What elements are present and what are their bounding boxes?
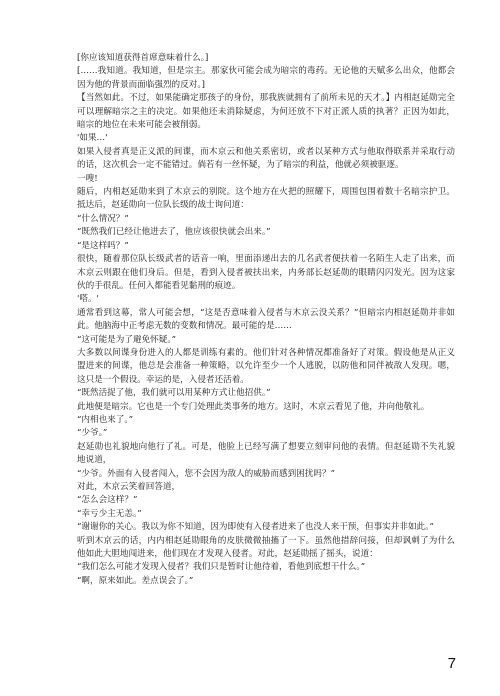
paragraph: 随后，内相赵延勋来到了木京云的别院。这个地方在火把的照耀下，周围包围着数十名暗宗护卫。抵达后，赵延勋向一位队长级的战士询问道： [77, 187, 455, 211]
paragraph: “是这样吗？” [77, 240, 129, 251]
paragraph: “这可能是为了避免怀疑。” [77, 334, 177, 345]
paragraph: “少爷。外面有入侵者闯入，您不会因为敌人的威胁而感到困扰吗？” [77, 468, 336, 479]
paragraph: [你应该知道获得首席意味着什么。] [77, 53, 209, 63]
paragraph: 通常看到这幕，常人可能会想，“这是否意味着入侵者与木京云没关系？”但暗宗内相赵延勋并非如此。他脑海中正考虑无数的变数和情况。最可能的是…… [77, 307, 455, 332]
paragraph: 大多数以间谍身份进入的人都是训练有素的。他们针对各种情况都准备好了对策。假设他是从正义盟进来的间谍，他总是会准备一种策略，以允许至少一个人逃脱，以防他和同伴被敌人发现。嗯，这只是一个假设。幸运的是，入侵者还活着。 [77, 347, 455, 385]
paragraph: “内相也来了。” [77, 414, 134, 425]
paragraph: “什么情况？” [77, 213, 129, 224]
paragraph: 很快，随着那位队长级武者的话音一响，里面添递出去的几名武者便扶着一名陌生人走了出来，而木京云则跟在他们身后。但是，看到入侵者被扶出来，内务部长赵延勋的眼睛闪闪发光。因为这家伙的手很乱。任何入都能看见黏刑的痕迹。 [77, 254, 455, 291]
paragraph: “少爷。” [77, 428, 108, 439]
paragraph: 如果入侵者真是正义派的间谍，而木京云和他关系密切，或者以某种方式与他取得联系并采取行动的话，这次机会一定不能错过。倘若有一丝怀疑，为了暗宗的利益，他就必须被驱逐。 [77, 146, 455, 171]
paragraph: 此地便是暗宗。它也是一个专门处理此类事务的地方。这时，木京云看见了他，并向他敬礼。 [77, 401, 430, 412]
paragraph: “既然活捉了他，我们就可以用某种方式让他招供。” [77, 388, 271, 399]
paragraph: 一嗖! [77, 173, 98, 184]
paragraph: “谢谢你的关心。我以为你不知道，因为即使有入侵者进来了也没人来干预，但事实并非如此。” [77, 522, 434, 533]
paragraph: “幸亏少主无恙。” [77, 508, 142, 519]
paragraph: “我们怎么可能才发现入侵者？我们只是暂时让他待着，看他到底想干什么。” [77, 562, 366, 573]
paragraph: 听到木京云的话，内内相赵延勋眼角的皮肤微微抽搐了一下。虽然他措辞问接，但却讽刺了为什么他如此大胆地闯进来，他们现在才发现入侵者。对此，赵延勋摇了摇头，说道： [77, 535, 455, 560]
document-body [77, 52, 455, 588]
paragraph: 【当然如此。不过，如果能确定那孩子的身份，那我族就拥有了前所未见的天才。】内相赵延勋完全可以理解暗宗之主的决定。如果他还未消除疑虑，为何还放不下对正派人质的执著？正因为如此，暗宗的地位在未来可能会被削弱。 [77, 93, 455, 131]
paragraph: '嗒。' [77, 294, 99, 305]
paragraph: “啊，原来如此。差点误会了。” [77, 575, 194, 586]
paragraph: “怎么会这样？” [77, 495, 138, 506]
page-number: 7 [447, 655, 456, 672]
paragraph: 赵延勋也礼貌地向他行了礼。可是，他脸上已经写满了想要立刻审问他的表情。但赵延勋不失礼貌地说道， [77, 441, 455, 466]
paragraph: '如果…' [77, 133, 108, 144]
paragraph: [……我知道。我知道，但是宗主。那家伙可能会成为暗宗的毒药。无论他的天赋多么出众，他都会因为他的背景而面临强烈的反对。] [77, 66, 455, 90]
paragraph: “既然我们已经让他进去了，他应该很快就会出来。” [77, 227, 271, 238]
paragraph: 对此，木京云笑着回答道， [77, 482, 181, 492]
